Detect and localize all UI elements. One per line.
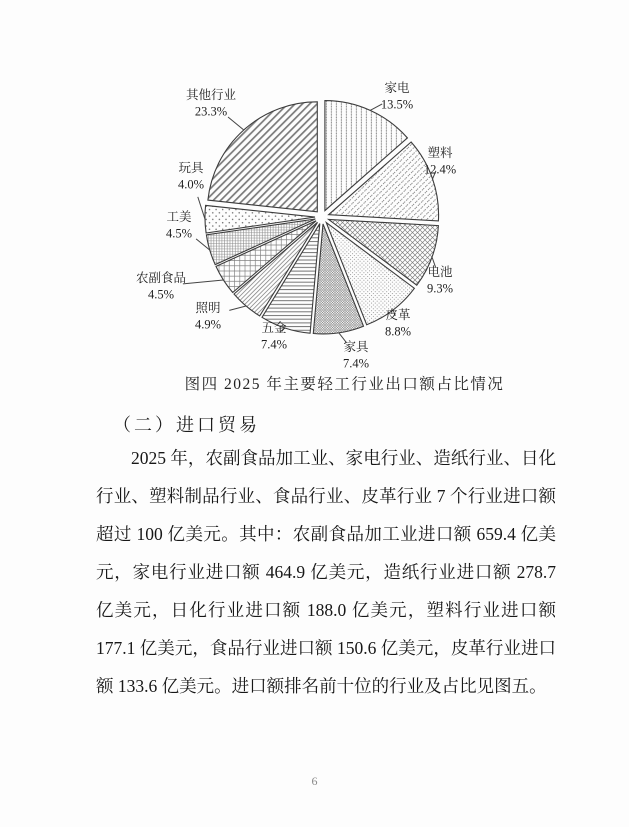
leader-line-other-industries <box>228 117 244 130</box>
section-heading: （二）进口贸易 <box>113 415 260 435</box>
slice-label-other-industries: 其他行业 <box>185 88 237 102</box>
slice-value-agri-food: 4.5% <box>147 287 175 302</box>
slice-label-furniture: 家具 <box>343 340 369 354</box>
slice-label-agri-food: 农副食品 <box>135 271 187 285</box>
leader-line-toys <box>198 197 205 219</box>
slice-label-home-appliances: 家电 <box>384 81 410 95</box>
figure-caption: 图四 2025 年主要轻工行业出口额占比情况 <box>184 376 505 393</box>
slice-label-toys: 玩具 <box>178 161 204 175</box>
slice-value-home-appliances: 13.5% <box>380 97 414 112</box>
slice-value-other-industries: 23.3% <box>194 104 228 119</box>
slice-value-furniture: 7.4% <box>342 356 370 371</box>
slice-value-batteries: 9.3% <box>426 281 454 296</box>
slice-value-hardware: 7.4% <box>260 337 288 352</box>
body-paragraph: 2025 年，农副食品加工业、家电行业、造纸行业、日化行业、塑料制品行业、食品行业、皮革行业 7 个行业进口额超过 100 亿美元。其中：农副食品加工业进口额 659.4 亿美元，家电行业进口额 464.9 亿美元，造纸行业进口额 278.7 亿美元，日化行业进口额 188.0 亿美元，塑料行业进口额 177.1 亿美元，食品行业进口额 150.6 亿美元，皮革行业进口额 133.6 亿美元。进口额排名前十位的行业及占比见图五。 <box>96 448 556 696</box>
leader-line-agri-food <box>183 280 224 284</box>
slice-value-toys: 4.0% <box>177 177 205 192</box>
page-number: 6 <box>311 774 318 788</box>
slice-label-arts-crafts: 工美 <box>166 210 192 224</box>
slice-value-lighting: 4.9% <box>194 317 222 332</box>
slice-label-batteries: 电池 <box>427 265 453 279</box>
slice-value-arts-crafts: 4.5% <box>165 226 193 241</box>
slice-label-leather: 皮革 <box>385 308 411 322</box>
slice-value-plastics: 12.4% <box>423 162 457 177</box>
slice-label-hardware: 五金 <box>261 321 287 335</box>
slice-label-lighting: 照明 <box>195 301 221 315</box>
slice-label-plastics: 塑料 <box>427 146 453 160</box>
pie-chart <box>0 0 629 380</box>
slice-value-leather: 8.8% <box>384 324 412 339</box>
leader-line-lighting <box>229 306 246 310</box>
